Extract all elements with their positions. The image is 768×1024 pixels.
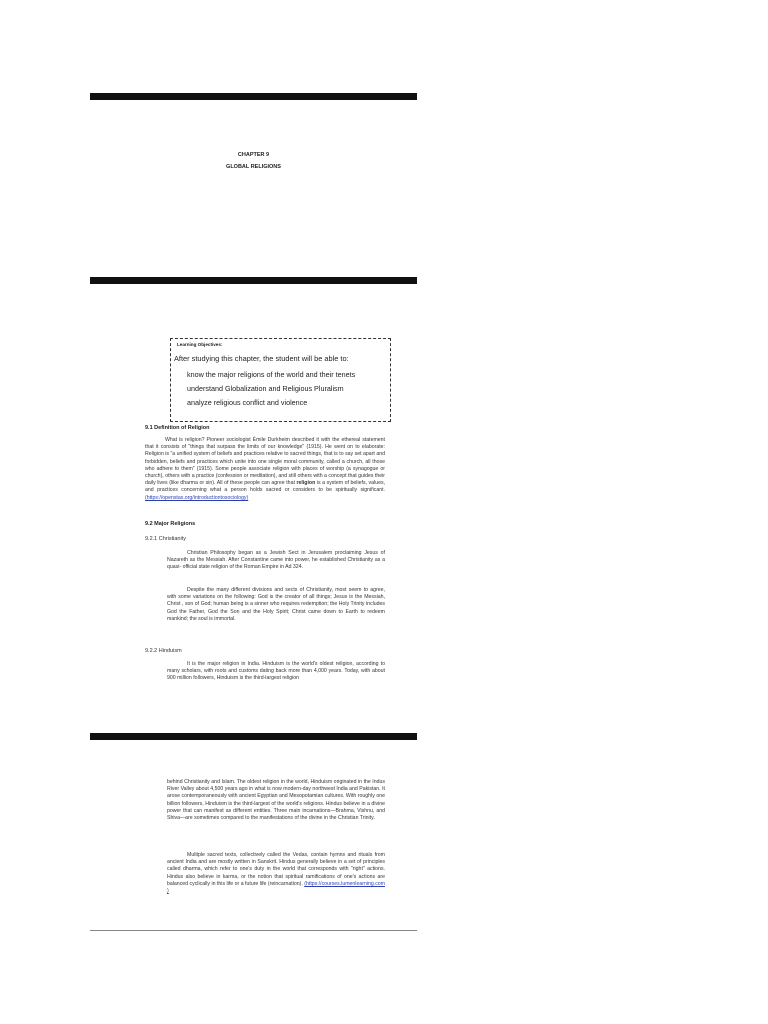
bold-term: religion <box>296 480 316 487</box>
learning-objectives-title: Learning Objectives: <box>177 342 223 347</box>
religion-definition-paragraph <box>145 437 385 502</box>
subsection-heading: 9.2.2 Hinduism <box>145 648 182 654</box>
page-bottom-rule <box>90 930 417 931</box>
paragraph-text: Multiple sacred texts, collectively called the Vedas, contain hymns and rituals from ancient India and are mostly written in Sanskrit. Hindus generally believe in a set of principles called dharma, which refer to one's duty in the world that corresponds with "right" actions. Hindus also believe in karma, or the notion that spiritual ramifications of one's actions are balanced cyclically in this life or a future life (reincarnation). <box>167 852 385 887</box>
source-link[interactable]: (https://courses.lumenlearning.com ) <box>167 880 385 895</box>
learning-objective-item: understand Globalization and Religious Pluralism <box>187 384 344 393</box>
learning-objectives-box <box>170 338 391 422</box>
section-heading: 9.2 Major Religions <box>145 521 196 527</box>
page-divider-bar <box>90 733 417 740</box>
paragraph-text: is a system of beliefs, values, and practices concerning what a person holds sacred or considers to be spiritually significant. <box>145 480 385 494</box>
hinduism-paragraph: It is the major religion in India. Hinduism is the world's oldest religion, according to many scholars, with roots and customs dating back more than 4,000 years. Today, with about 900 million followers, Hinduism is the third-largest religion <box>167 661 385 682</box>
learning-objective-item: know the major religions of the world and their tenets <box>187 370 356 379</box>
christianity-paragraph: Christian Philosophy began as a Jewish Sect in Jerusalem proclaiming Jesus of Nazareth as the Messiah. After Constantine came into power, he established Christianity as a quasi- official state religion of the Roman Empire in Ad 324. <box>167 550 385 571</box>
page-top-bar <box>90 93 417 100</box>
subsection-heading: 9.2.1 Christianity <box>145 536 186 542</box>
christianity-paragraph: Despite the many different divisions and sects of Christianity, most seem to agree, with some variations on the following: God is the creator of all things; Jesus is the Messiah, Christ , son of God; human being is a sinner who requires redemption; the Holy Trinity includes God the Father, God the Son and the Holy Spirit; Christ came down to Earth to redeem mankind; the soul is immortal. <box>167 587 385 622</box>
paragraph-text: What is religion? Pioneer sociologist Émile Durkheim described it with the ethereal statement that it consists of "things that surpass the limits of our knowledge" (1915). He went on to elaborate: Religion is "a unified system of beliefs and practices relative to sacred things, that is to say set apart and forbidden, beliefs and practices which unite into one single moral community, called a church, all those who adhere to them" (1915). Some people associate religion with places of worship (a synagogue or church), others with a practice (confession or meditation), and still others with a concept that guides their daily lives (like dharma or sin). All of these people can agree that <box>145 437 385 487</box>
page-divider-bar <box>90 277 417 284</box>
section-heading: 9.1 Definition of Religion <box>145 425 210 431</box>
hinduism-paragraph: behind Christianity and Islam. The oldest religion in the world, Hinduism originated in the Indus River Valley about 4,500 years ago in what is now modern-day northwest India and Pakistan. It arose contemporaneously with ancient Egyptian and Mesopotamian cultures. With roughly one billion followers, Hinduism is the third-largest of the world's religions. Hindus believe in a divine power that can manifest as different entities. Three main incarnations—Brahma, Vishnu, and Shiva—are sometimes compared to the manifestations of the divine in the Christian Trinity. <box>167 779 385 822</box>
source-link[interactable]: (https://openstax.org/introductiontosociology) <box>145 494 249 501</box>
chapter-title: GLOBAL RELIGIONS <box>226 164 281 170</box>
learning-objectives-intro: After studying this chapter, the student will be able to: <box>174 354 349 363</box>
learning-objective-item: analyze religious conflict and violence <box>187 398 308 407</box>
hinduism-paragraph <box>167 852 385 895</box>
chapter-label: CHAPTER 9 <box>237 152 270 158</box>
